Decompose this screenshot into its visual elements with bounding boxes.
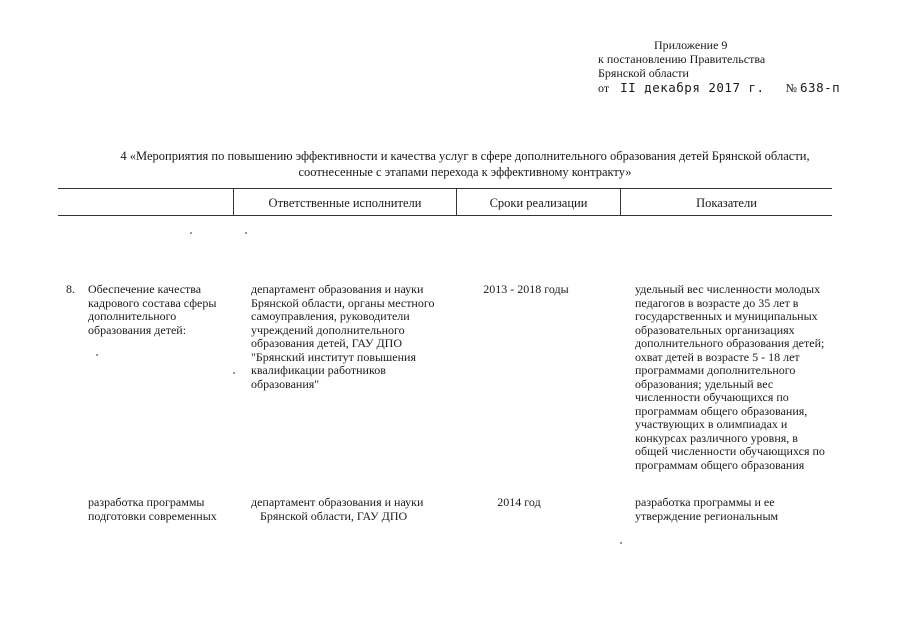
indicator-line: охват детей в возрасте 5 - 18 лет xyxy=(635,349,800,364)
row-activity xyxy=(88,496,238,523)
indicator-line: педагогов в возрасте до 35 лет в xyxy=(635,295,799,310)
scan-speck xyxy=(190,232,192,234)
activity-line: разработка программы xyxy=(88,495,205,509)
row-indicators xyxy=(635,283,860,472)
indicator-line: государственных и муниципальных xyxy=(635,309,818,323)
row-terms: 2013 - 2018 годы xyxy=(483,282,569,296)
activity-line: дополнительного xyxy=(88,309,177,323)
section-heading xyxy=(80,148,850,180)
appendix-region-line: Брянской области xyxy=(598,66,689,80)
indicator-line: образовательных организациях xyxy=(635,322,795,337)
indicator-line: программами дополнительного xyxy=(635,363,796,377)
row-responsible xyxy=(251,496,461,523)
scan-speck xyxy=(96,354,98,356)
indicator-line: общей численности обучающихся по xyxy=(635,444,825,458)
appendix-date-prefix: от xyxy=(598,81,610,95)
responsible-line: образования" xyxy=(251,376,320,391)
indicator-line: разработка программы и ее xyxy=(635,495,775,509)
appendix-date-line xyxy=(598,81,878,95)
section-heading-line1: 4 «Мероприятия по повышению эффективности и качества услуг в сфере дополнительного образования детей Брянской области, xyxy=(120,149,810,163)
row-indicators xyxy=(635,496,860,523)
responsible-line: Брянской области, ГАУ ДПО xyxy=(260,508,408,523)
activity-line: кадрового состава сферы xyxy=(88,295,217,310)
responsible-line: "Брянский институт повышения xyxy=(251,349,416,364)
responsible-line: учреждений дополнительного xyxy=(251,322,405,337)
responsible-line: Брянской области, органы местного xyxy=(251,295,435,310)
indicator-line: утверждение региональным xyxy=(635,508,779,523)
responsible-line: квалификации работников xyxy=(251,363,386,377)
row-terms: 2014 год xyxy=(497,495,541,509)
activity-line: образования детей: xyxy=(88,322,187,337)
appendix-number-sign: № xyxy=(785,81,798,95)
header-terms: Сроки реализации xyxy=(489,196,588,210)
indicator-line: участвующих в олимпиадах и xyxy=(635,417,788,431)
responsible-line: департамент образования и науки xyxy=(251,282,424,296)
responsible-line: департамент образования и науки xyxy=(251,495,424,509)
appendix-resolution-line: к постановлению Правительства xyxy=(598,52,766,66)
indicator-line: конкурсах различного уровня, в xyxy=(635,430,798,445)
scan-speck xyxy=(233,372,235,374)
row-activity xyxy=(88,283,238,337)
section-heading-line2: соотнесенные с этапами перехода к эффективному контракту» xyxy=(298,165,632,179)
scan-speck xyxy=(620,542,622,544)
header-responsible: Ответственные исполнители xyxy=(268,196,422,210)
responsible-line: самоуправления, руководители xyxy=(251,309,410,323)
appendix-number: 638-п xyxy=(800,80,841,95)
appendix-date: II декабря 2017 г. xyxy=(620,80,765,95)
table-header-rule xyxy=(58,215,832,216)
indicator-line: образования; удельный вес xyxy=(635,376,774,391)
activity-line: подготовки современных xyxy=(88,508,217,523)
header-indicators: Показатели xyxy=(696,196,757,210)
appendix-block xyxy=(598,38,878,95)
table-top-rule xyxy=(58,188,832,189)
indicator-line: программам общего образования xyxy=(635,457,805,472)
row-responsible xyxy=(251,283,461,391)
indicator-line: программам общего образования, xyxy=(635,403,808,418)
indicator-line: численности обучающихся по xyxy=(635,390,789,404)
appendix-title: Приложение 9 xyxy=(654,38,728,52)
scan-speck xyxy=(245,232,247,234)
row-number: 8. xyxy=(66,282,75,296)
responsible-line: образования детей, ГАУ ДПО xyxy=(251,336,402,350)
indicator-line: дополнительного образования детей; xyxy=(635,336,825,350)
indicator-line: удельный вес численности молодых xyxy=(635,282,821,296)
activity-line: Обеспечение качества xyxy=(88,282,202,296)
